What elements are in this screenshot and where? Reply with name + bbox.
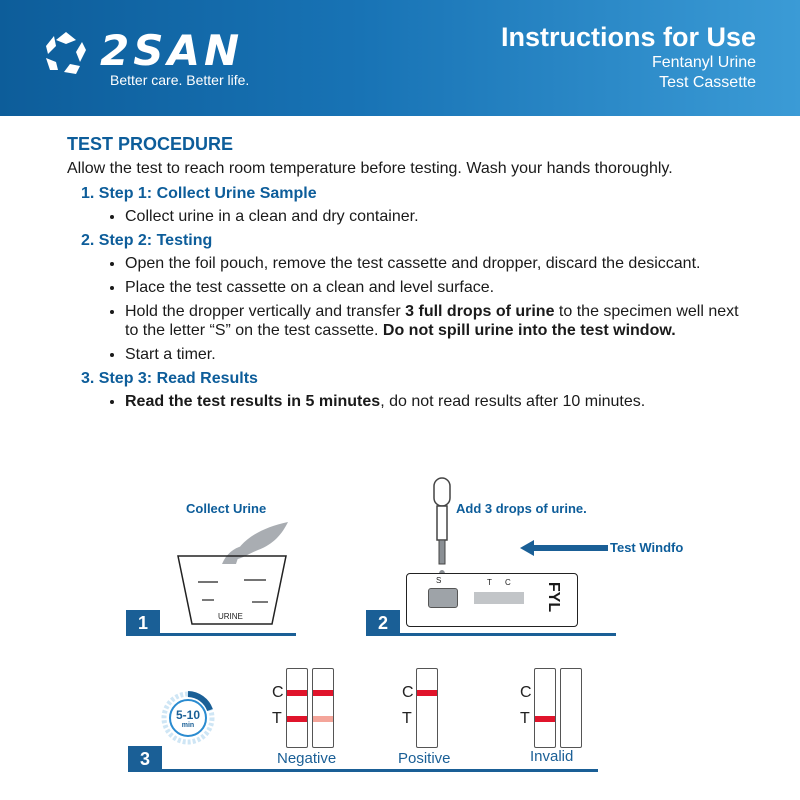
result-label-negative: Negative [277, 750, 337, 767]
section-title: TEST PROCEDURE [67, 134, 234, 154]
collect-urine-label: Collect Urine [186, 501, 267, 516]
list-item: • Open the foil pouch, remove the test cassette and dropper, discard the desiccant. [125, 254, 747, 273]
text-segment: , do not read results after 10 minutes. [380, 393, 646, 410]
step-3-list [67, 392, 747, 411]
test-window-label: Test Windfo [610, 540, 684, 555]
procedure-section [67, 134, 747, 416]
cassette-c-mark: C [505, 578, 511, 587]
step-2-title: 2. Step 2: Testing [81, 232, 213, 249]
text-segment: Hold the dropper vertically and transfer [125, 303, 406, 320]
arrow-left-icon [520, 540, 610, 556]
negative-strip-a [286, 668, 308, 748]
positive-strip-c-line [417, 690, 437, 696]
negative-t-label: T [272, 710, 282, 727]
step-3-underline [128, 769, 598, 772]
positive-t-label: T [402, 710, 412, 727]
list-item: • Start a timer. [125, 345, 747, 364]
step-number-badge-1: 1 [126, 610, 160, 636]
document-subtitle-line1: Fentanyl Urine [651, 54, 756, 71]
invalid-strip-b [560, 668, 582, 748]
list-item: • Place the test cassette on a clean and level surface. [125, 278, 747, 297]
brand-name: 2SAN [100, 26, 244, 75]
invalid-c-label: C [520, 684, 532, 701]
invalid-strip-a [534, 668, 556, 748]
invalid-strip-a-t-line [535, 716, 555, 722]
add-drops-label: Add 3 drops of urine. [456, 501, 587, 516]
step-number-badge-2: 2 [366, 610, 400, 636]
step-2-list [67, 254, 747, 364]
result-label-invalid: Invalid [530, 748, 574, 765]
list-item [125, 392, 747, 411]
brand-logo-icon [42, 30, 90, 78]
invalid-t-label: T [520, 710, 530, 727]
brand-tagline: Better care. Better life. [110, 72, 250, 88]
step-1-title: 1. Step 1: Collect Urine Sample [81, 185, 317, 202]
positive-c-label: C [402, 684, 414, 701]
text-segment: to the specimen well next to the letter “S” on the test cassette. [125, 303, 739, 339]
negative-strip-b-c-line [313, 690, 333, 696]
timer-unit: min [181, 722, 195, 729]
step-3-title: 3. Step 3: Read Results [81, 370, 258, 387]
list-item [125, 302, 747, 340]
cup-label: URINE [218, 612, 243, 621]
emphasis-text: Read the test results in 5 minutes [125, 393, 381, 410]
negative-strip-b [312, 668, 334, 748]
step-1-underline [126, 633, 296, 636]
result-label-positive: Positive [398, 750, 451, 767]
document-subtitle-line2: Test Cassette [659, 74, 756, 91]
specimen-well [428, 588, 458, 608]
negative-c-label: C [272, 684, 284, 701]
document-title: Instructions for Use [500, 22, 756, 52]
step-2-underline [366, 633, 616, 636]
intro-text: Allow the test to reach room temperature before testing. Wash your hands thoroughly. [67, 160, 673, 177]
emphasis-text: 3 full drops of urine [405, 303, 555, 320]
cassette-s-mark: S [436, 576, 442, 585]
cassette-t-mark: T [487, 578, 492, 587]
header-banner [0, 0, 800, 116]
list-item: • Collect urine in a clean and dry container. [125, 207, 747, 226]
positive-strip [416, 668, 438, 748]
step-1-list [67, 207, 747, 226]
result-window [474, 592, 524, 604]
timer-value: 5-10 [175, 708, 201, 722]
cassette-brand-text: FYL [545, 581, 563, 613]
warning-text: Do not spill urine into the test window. [382, 322, 676, 339]
negative-strip-a-c-line [287, 690, 307, 696]
negative-strip-b-faint-t-line [313, 716, 333, 722]
negative-strip-a-t-line [287, 716, 307, 722]
step-number-badge-3: 3 [128, 746, 162, 772]
